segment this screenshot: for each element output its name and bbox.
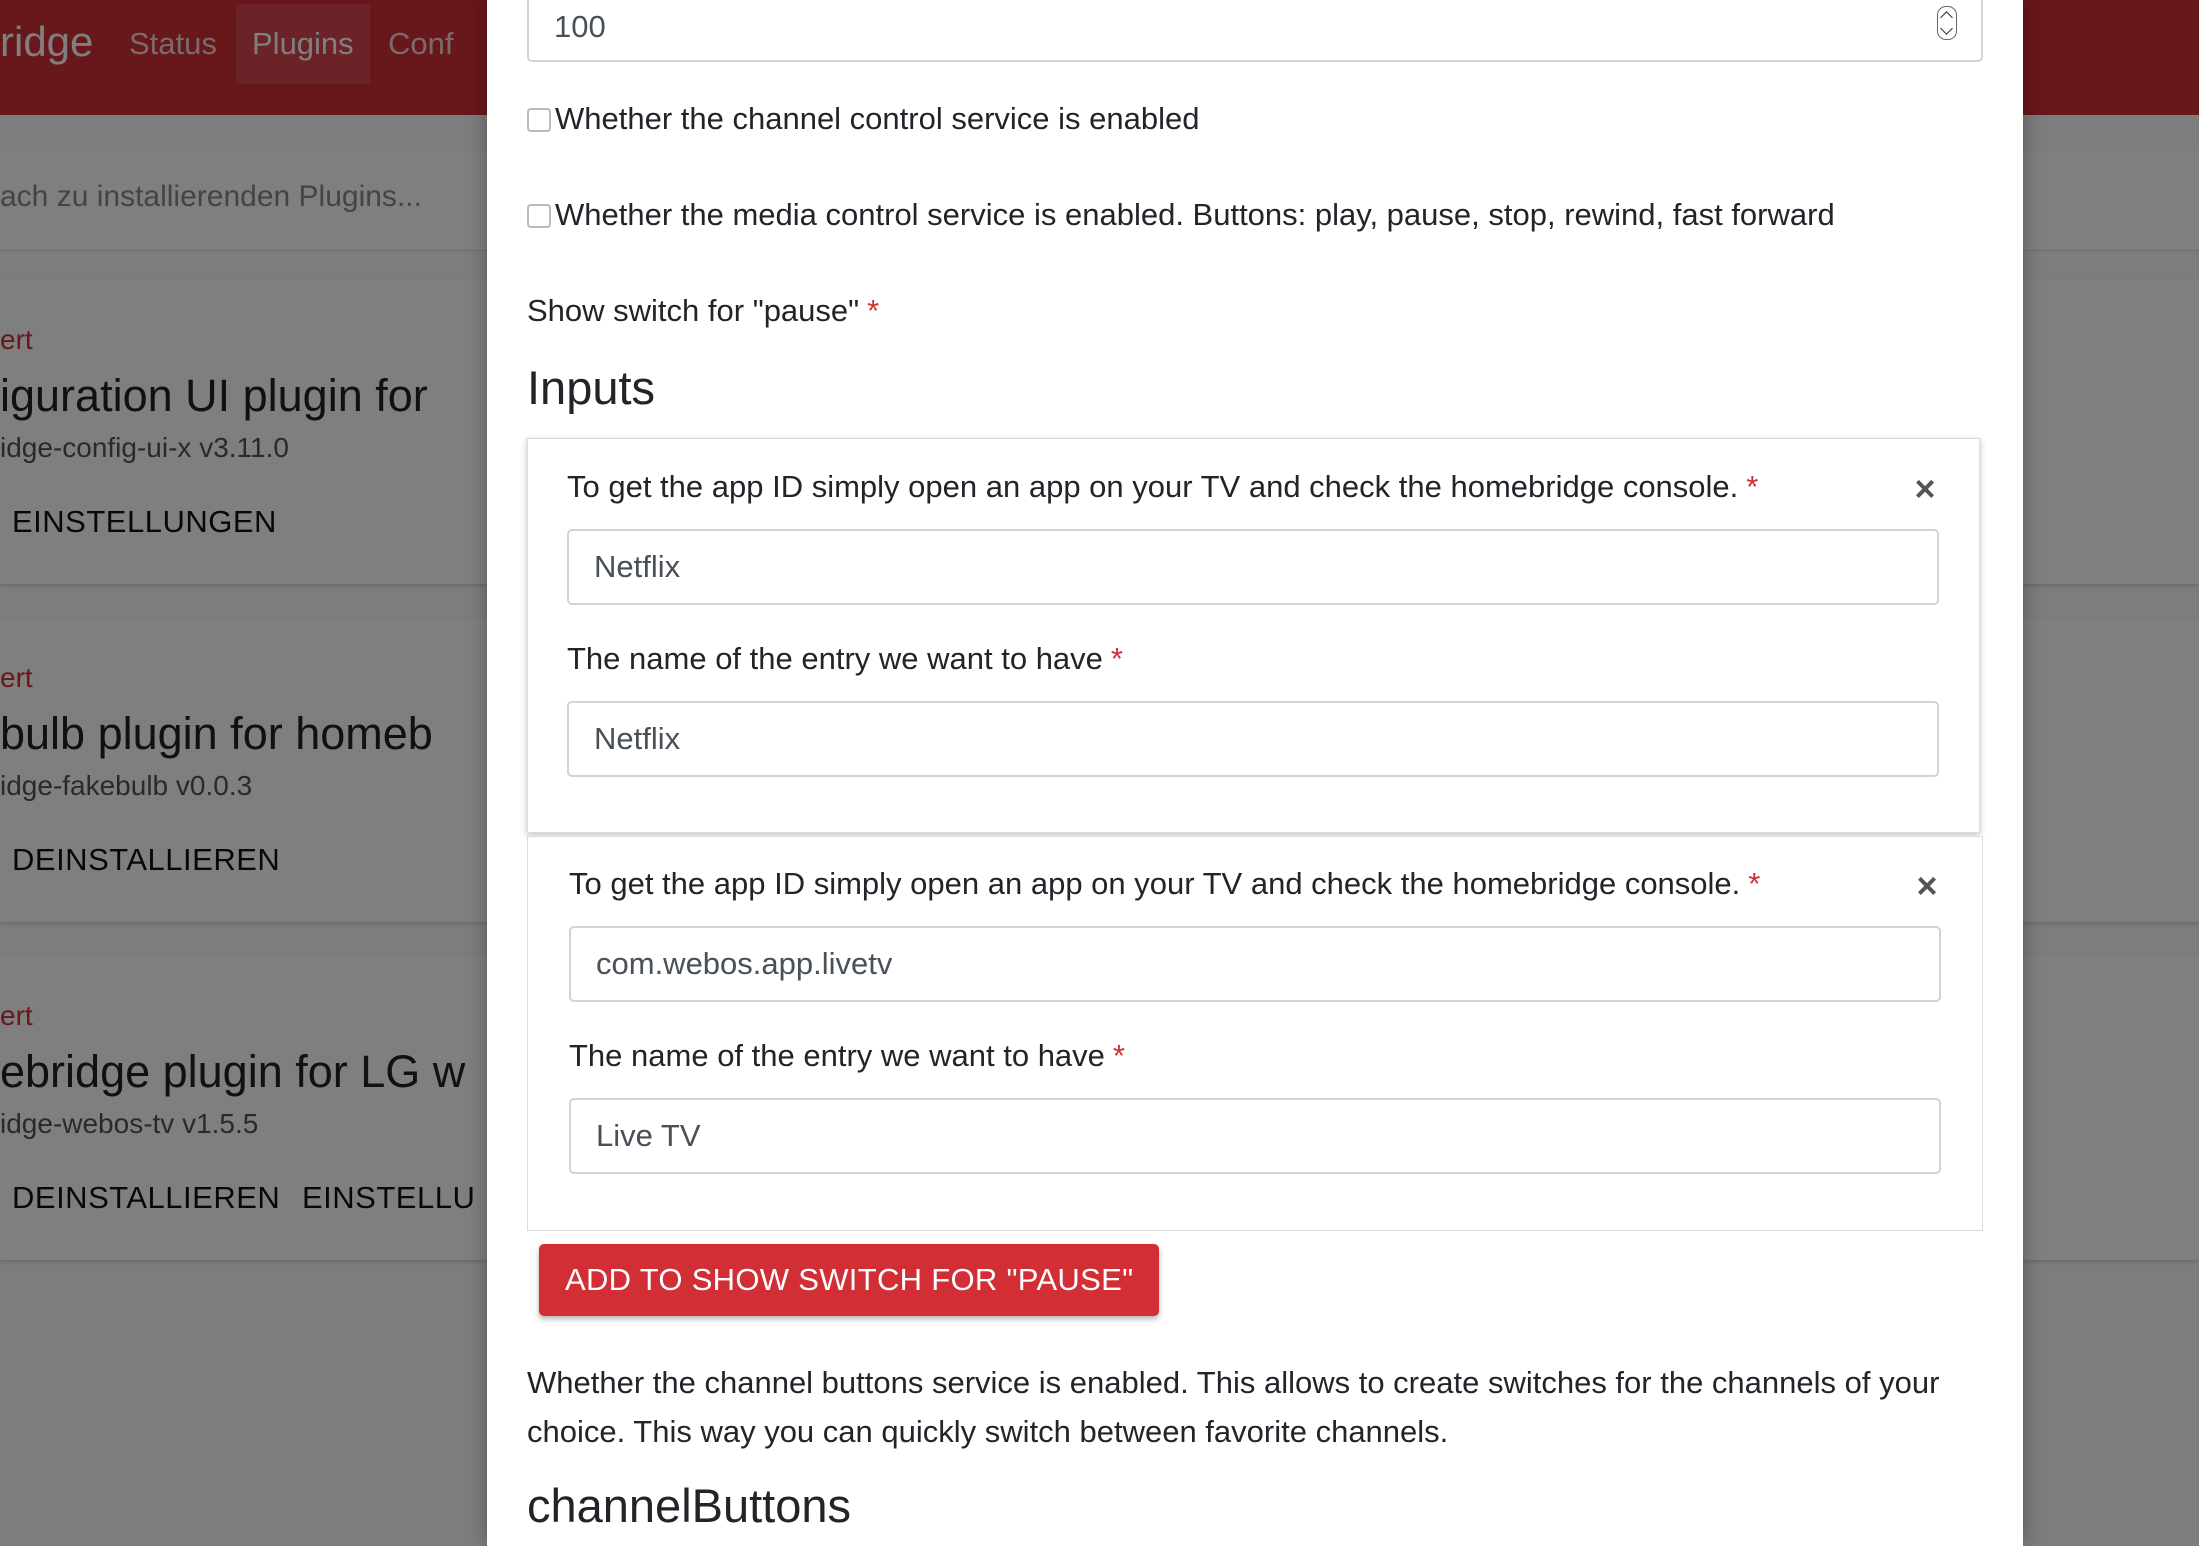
required-mark: * bbox=[1110, 641, 1123, 676]
media-control-checkbox[interactable] bbox=[527, 204, 551, 228]
entry-name-label: The name of the entry we want to have * bbox=[567, 641, 1123, 676]
inputs-title: Inputs bbox=[527, 361, 656, 414]
media-control-label: Whether the media control service is enabled. Buttons: play, pause, stop, rewind, fast forward bbox=[555, 197, 1835, 232]
entry-name-input[interactable]: Netflix bbox=[567, 701, 1939, 777]
app-id-input[interactable]: Netflix bbox=[567, 529, 1939, 605]
app-id-input[interactable]: com.webos.app.livetv bbox=[569, 926, 1941, 1002]
number-input[interactable] bbox=[527, 0, 1983, 62]
required-mark: * bbox=[1746, 469, 1759, 504]
required-mark: * bbox=[1112, 1038, 1125, 1073]
channel-control-label: Whether the channel control service is enabled bbox=[555, 101, 1200, 136]
number-input-value: 100 bbox=[554, 9, 606, 44]
plugin-config-modal bbox=[487, 0, 2023, 1546]
show-switch-label: Show switch for "pause" * bbox=[527, 293, 880, 328]
channel-buttons-title: channelButtons bbox=[527, 1479, 852, 1532]
input-item bbox=[527, 836, 1983, 1231]
close-icon[interactable]: × bbox=[1914, 468, 1936, 509]
entry-name-input[interactable]: Live TV bbox=[569, 1098, 1941, 1174]
input-item bbox=[527, 438, 1980, 833]
close-icon[interactable]: × bbox=[1916, 865, 1938, 906]
required-mark: * bbox=[867, 293, 880, 328]
channel-buttons-help: Whether the channel buttons service is enabled. This allows to create switches for the channels of your choice. This way you can quickly switch between favorite channels. bbox=[527, 1365, 1940, 1449]
number-stepper-icon[interactable] bbox=[1937, 6, 1957, 40]
required-mark: * bbox=[1748, 866, 1761, 901]
channel-control-checkbox[interactable] bbox=[527, 108, 551, 132]
app-id-label: To get the app ID simply open an app on your TV and check the homebridge console. * bbox=[567, 469, 1759, 504]
app-id-label: To get the app ID simply open an app on your TV and check the homebridge console. * bbox=[569, 866, 1761, 901]
entry-name-label: The name of the entry we want to have * bbox=[569, 1038, 1125, 1073]
add-item-button[interactable]: ADD TO SHOW SWITCH FOR "PAUSE" bbox=[539, 1244, 1159, 1316]
